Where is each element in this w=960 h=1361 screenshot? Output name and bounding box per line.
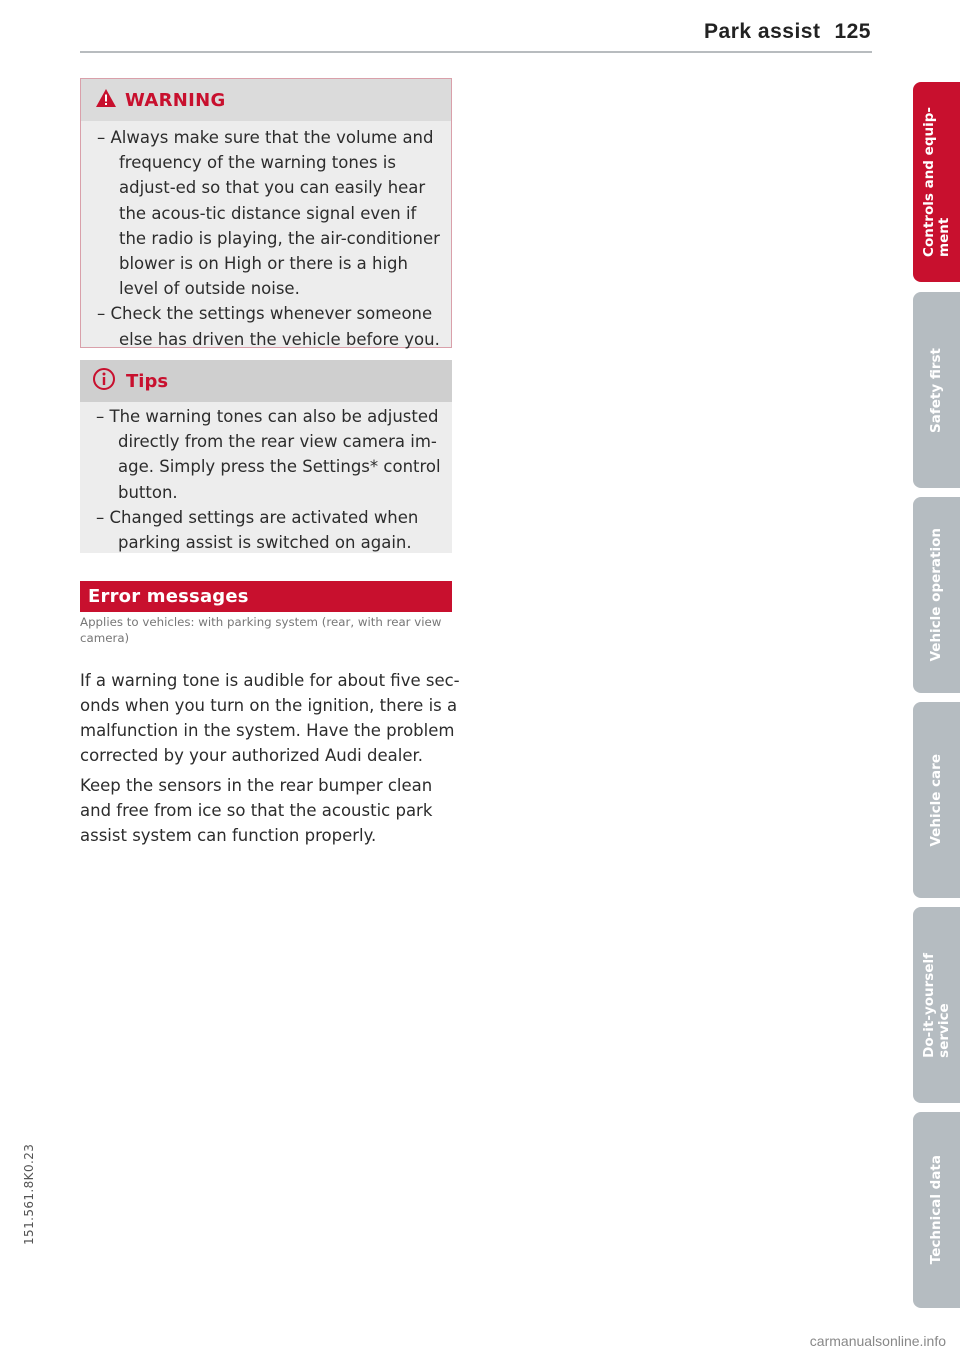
side-tab-label: Vehicle operation [928,528,944,662]
info-icon [92,367,116,395]
watermark: carmanualsonline.info [809,1333,946,1349]
side-tab-vehicle-care[interactable] [913,702,960,898]
applies-note: Applies to vehicles: with parking system (rear, with rear view camera) [80,615,442,645]
tips-item: – Changed settings are activated when parking assist is switched on again. [96,505,442,555]
tips-label: Tips [126,370,169,392]
section-heading [80,581,452,612]
warning-box [80,78,452,348]
tips-item: – The warning tones can also be adjusted directly from the rear view camera im-age. Simply press the Settings* control button. [96,404,442,505]
side-tab-technical-data[interactable] [913,1112,960,1308]
tips-header [80,360,452,402]
document-id-text: 151.561.8K0.23 [22,1143,36,1245]
side-tab-controls[interactable] [913,82,960,282]
side-tab-safety[interactable] [913,292,960,488]
warning-label: WARNING [125,89,226,111]
side-tab-diy-service[interactable] [913,907,960,1103]
page-number: 125 [834,20,871,43]
tips-body [80,402,452,555]
section-heading-text: Error messages [88,586,249,607]
body-paragraph: Keep the sensors in the rear bumper clean and free from ice so that the acoustic park assist system can function properly. [80,776,433,845]
side-tab-label: Safety first [928,347,944,433]
tips-box [80,360,452,553]
side-tab-label: Vehicle care [928,753,944,847]
warning-item: – Check the settings whenever someone else has driven the vehicle before you. [97,301,441,351]
side-tab-vehicle-operation[interactable] [913,497,960,693]
header-rule [80,51,872,53]
page-header [704,20,871,44]
side-tab-label: Controls and equip- ment [920,107,952,257]
warning-header [81,79,451,121]
warning-body [81,121,451,347]
body-paragraph: If a warning tone is audible for about five sec-onds when you turn on the ignition, there is a malfunction in the system. Have the problem corrected by your authorized Audi dealer. [80,671,460,765]
warning-item: – Always make sure that the volume and frequency of the warning tones is adjust-ed so that you can easily hear the acous-tic distance signal even if the radio is playing, the air-conditioner blower is on High or there is a high level of outside noise. [97,125,441,301]
warning-triangle-icon [95,88,117,112]
side-tab-label: Do-it-yourself service [920,952,952,1058]
side-tab-label: Technical data [928,1155,944,1265]
section-title: Park assist [704,20,821,43]
